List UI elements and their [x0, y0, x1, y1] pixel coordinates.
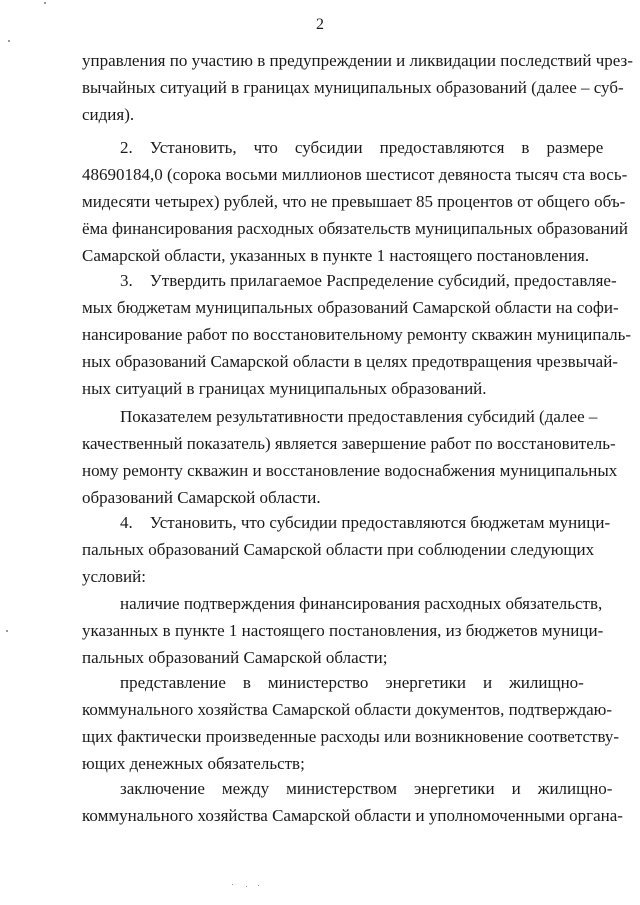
text-line: управления по участию в предупреждении и ликвидации последствий чрез-: [82, 51, 633, 70]
text-line: ных образований Самарской области в целях предотвращения чрезвычай-: [82, 352, 618, 371]
scan-speck: [6, 630, 8, 632]
text-line: мых бюджетам муниципальных образований Самарской области на софи-: [82, 298, 619, 317]
scan-speck: [8, 40, 10, 42]
text-line: пальных образований Самарской области;: [82, 648, 388, 667]
text-line: ному ремонту скважин и восстановление водоснабжения муниципальных: [82, 461, 618, 480]
text-line: Показателем результативности предоставления субсидий (далее –: [120, 407, 598, 426]
text-line: нансирование работ по восстановительному ремонту скважин муниципаль-: [82, 325, 632, 344]
text-line: представление в министерство энергетики и жилищно-: [120, 673, 584, 692]
scan-speck: [232, 884, 233, 885]
text-line: ёма финансирования расходных обязательств муниципальных образований: [82, 219, 628, 238]
text-line: щих фактически произведенные расходы или возникновение соответству-: [82, 727, 620, 746]
text-line: коммунального хозяйства Самарской области документов, подтверждаю-: [82, 700, 613, 719]
scan-speck: [258, 885, 259, 886]
text-line: сидия).: [82, 105, 135, 124]
scan-speck: [44, 2, 46, 4]
text-line: 2. Установить, что субсидии предоставляются в размере: [120, 138, 604, 157]
text-line: 4. Установить, что субсидии предоставляются бюджетам муници-: [120, 513, 611, 532]
text-line: Самарской области, указанных в пункте 1 настоящего постановления.: [82, 246, 590, 265]
page-number: 2: [316, 16, 324, 33]
text-line: наличие подтверждения финансирования расходных обязательств,: [120, 594, 603, 613]
text-line: ющих денежных обязательств;: [82, 754, 305, 773]
text-line: указанных в пункте 1 настоящего постановления, из бюджетов муници-: [82, 621, 604, 640]
text-line: образований Самарской области.: [82, 488, 321, 507]
text-line: мидесяти четырех) рублей, что не превышает 85 процентов от общего объ-: [82, 192, 626, 211]
text-line: условий:: [82, 567, 146, 586]
text-line: вычайных ситуаций в границах муниципальных образований (далее – суб-: [82, 78, 624, 97]
text-line: 3. Утвердить прилагаемое Распределение субсидий, предоставляе-: [120, 271, 617, 290]
text-line: 48690184,0 (сорока восьми миллионов шестисот девяноста тысяч ста вось-: [82, 165, 628, 184]
text-line: пальных образований Самарской области при соблюдении следующих: [82, 540, 595, 559]
text-line: заключение между министерством энергетики и жилищно-: [120, 779, 613, 798]
scan-speck: [246, 886, 247, 887]
text-line: ных ситуаций в границах муниципальных образований.: [82, 379, 487, 398]
text-line: качественный показатель) является завершение работ по восстановитель-: [82, 434, 616, 453]
text-line: коммунального хозяйства Самарской области и уполномоченными органа-: [82, 806, 623, 825]
